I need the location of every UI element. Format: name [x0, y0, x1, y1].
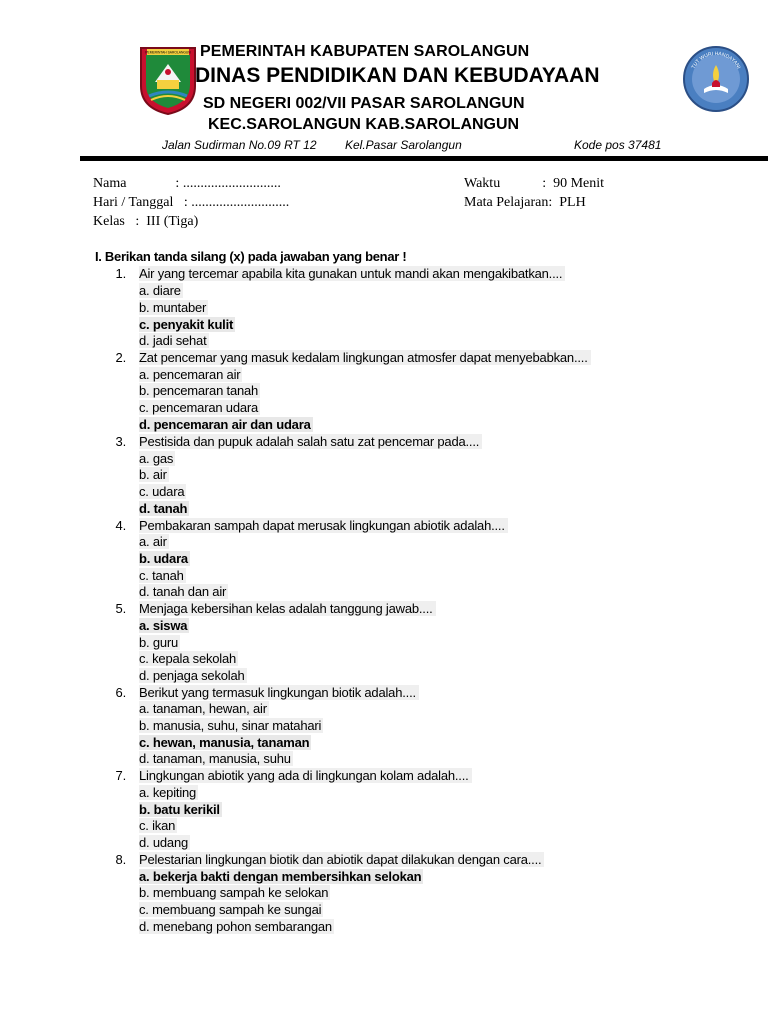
address: Jalan Sudirman No.09 RT 12 — [162, 138, 317, 152]
option: d. menebang pohon sembarangan — [139, 919, 332, 934]
option-answer: c. penyakit kulit — [139, 317, 234, 332]
option: a. diare — [139, 283, 181, 298]
question-text: Pembakaran sampah dapat merusak lingkungan abiotik adalah.... — [139, 518, 508, 533]
option: c. membuang sampah ke sungai — [139, 902, 322, 917]
time-field: Waktu : 90 Menit — [464, 176, 605, 191]
question-number: 5. — [115, 601, 126, 616]
option: b. pencemaran tanah — [139, 383, 259, 398]
option: d. udang — [139, 835, 189, 850]
option-answer: a. bekerja bakti dengan membersihkan selokan — [139, 869, 422, 884]
option-answer: b. udara — [139, 551, 188, 566]
svg-text:TUT WURI HANDAYANI: TUT WURI HANDAYANI — [690, 50, 742, 70]
option-answer: d. tanah — [139, 501, 188, 516]
class-field: Kelas : III (Tiga) — [93, 214, 199, 229]
sarolangun-regency-logo — [137, 42, 199, 116]
question-number: 7. — [115, 768, 126, 783]
subject-field: Mata Pelajaran: PLH — [464, 195, 586, 210]
question — [113, 768, 713, 785]
option-answer: c. hewan, manusia, tanaman — [139, 735, 310, 750]
question — [113, 518, 713, 535]
district-name: KEC.SAROLANGUN KAB.SAROLANGUN — [208, 116, 520, 133]
header-divider — [80, 156, 768, 161]
option: c. tanah — [139, 568, 184, 583]
question-number: 1. — [115, 266, 126, 281]
option: d. tanah dan air — [139, 584, 227, 599]
department-title: DINAS PENDIDIKAN DAN KEBUDAYAAN — [195, 64, 600, 87]
question-number: 4. — [115, 518, 126, 533]
question — [113, 852, 713, 869]
option: a. tanaman, hewan, air — [139, 701, 267, 716]
option: b. membuang sampah ke selokan — [139, 885, 329, 900]
question — [113, 434, 713, 451]
question-number: 2. — [115, 350, 126, 365]
option-answer: d. pencemaran air dan udara — [139, 417, 311, 432]
letterhead — [0, 0, 768, 162]
question-text: Air yang tercemar apabila kita gunakan untuk mandi akan mengakibatkan.... — [139, 266, 565, 281]
svg-text:PEMERINTAH SAROLANGUN: PEMERINTAH SAROLANGUN — [145, 50, 191, 55]
question-text: Menjaga kebersihan kelas adalah tanggung jawab.... — [139, 601, 436, 616]
section-instruction: I. Berikan tanda silang (x) pada jawaban yang benar ! — [95, 249, 407, 264]
option: b. air — [139, 467, 167, 482]
option: c. pencemaran udara — [139, 400, 259, 415]
question-text: Pelestarian lingkungan biotik dan abiotik dapat dilakukan dengan cara.... — [139, 852, 544, 867]
option: a. air — [139, 534, 167, 549]
school-name: SD NEGERI 002/VII PASAR SAROLANGUN — [203, 95, 525, 112]
question — [113, 350, 713, 367]
option-answer: b. batu kerikil — [139, 802, 220, 817]
name-field: Nama : ............................ — [93, 176, 281, 191]
question — [113, 601, 713, 618]
date-field: Hari / Tanggal : ............................ — [93, 195, 290, 210]
question-number: 3. — [115, 434, 126, 449]
option: b. muntaber — [139, 300, 207, 315]
question — [113, 685, 713, 702]
option: c. udara — [139, 484, 185, 499]
tut-wuri-handayani-logo — [682, 45, 750, 113]
question-number: 8. — [115, 852, 126, 867]
option-answer: a. siswa — [139, 618, 188, 633]
kelurahan: Kel.Pasar Sarolangun — [345, 138, 462, 152]
question — [113, 266, 713, 283]
question-text: Berikut yang termasuk lingkungan biotik adalah.... — [139, 685, 419, 700]
option: c. ikan — [139, 818, 176, 833]
option: d. tanaman, manusia, suhu — [139, 751, 291, 766]
question-number: 6. — [115, 685, 126, 700]
option: c. kepala sekolah — [139, 651, 237, 666]
option: b. manusia, suhu, sinar matahari — [139, 718, 322, 733]
postal-code: Kode pos 37481 — [574, 138, 662, 152]
question-text: Lingkungan abiotik yang ada di lingkungan kolam adalah.... — [139, 768, 472, 783]
question-text: Zat pencemar yang masuk kedalam lingkungan atmosfer dapat menyebabkan.... — [139, 350, 591, 365]
option: d. jadi sehat — [139, 333, 207, 348]
option: a. kepiting — [139, 785, 197, 800]
government-title: PEMERINTAH KABUPATEN SAROLANGUN — [200, 43, 530, 60]
option: a. pencemaran air — [139, 367, 241, 382]
option: b. guru — [139, 635, 179, 650]
option: d. penjaga sekolah — [139, 668, 245, 683]
option: a. gas — [139, 451, 174, 466]
question-text: Pestisida dan pupuk adalah salah satu zat pencemar pada.... — [139, 434, 482, 449]
